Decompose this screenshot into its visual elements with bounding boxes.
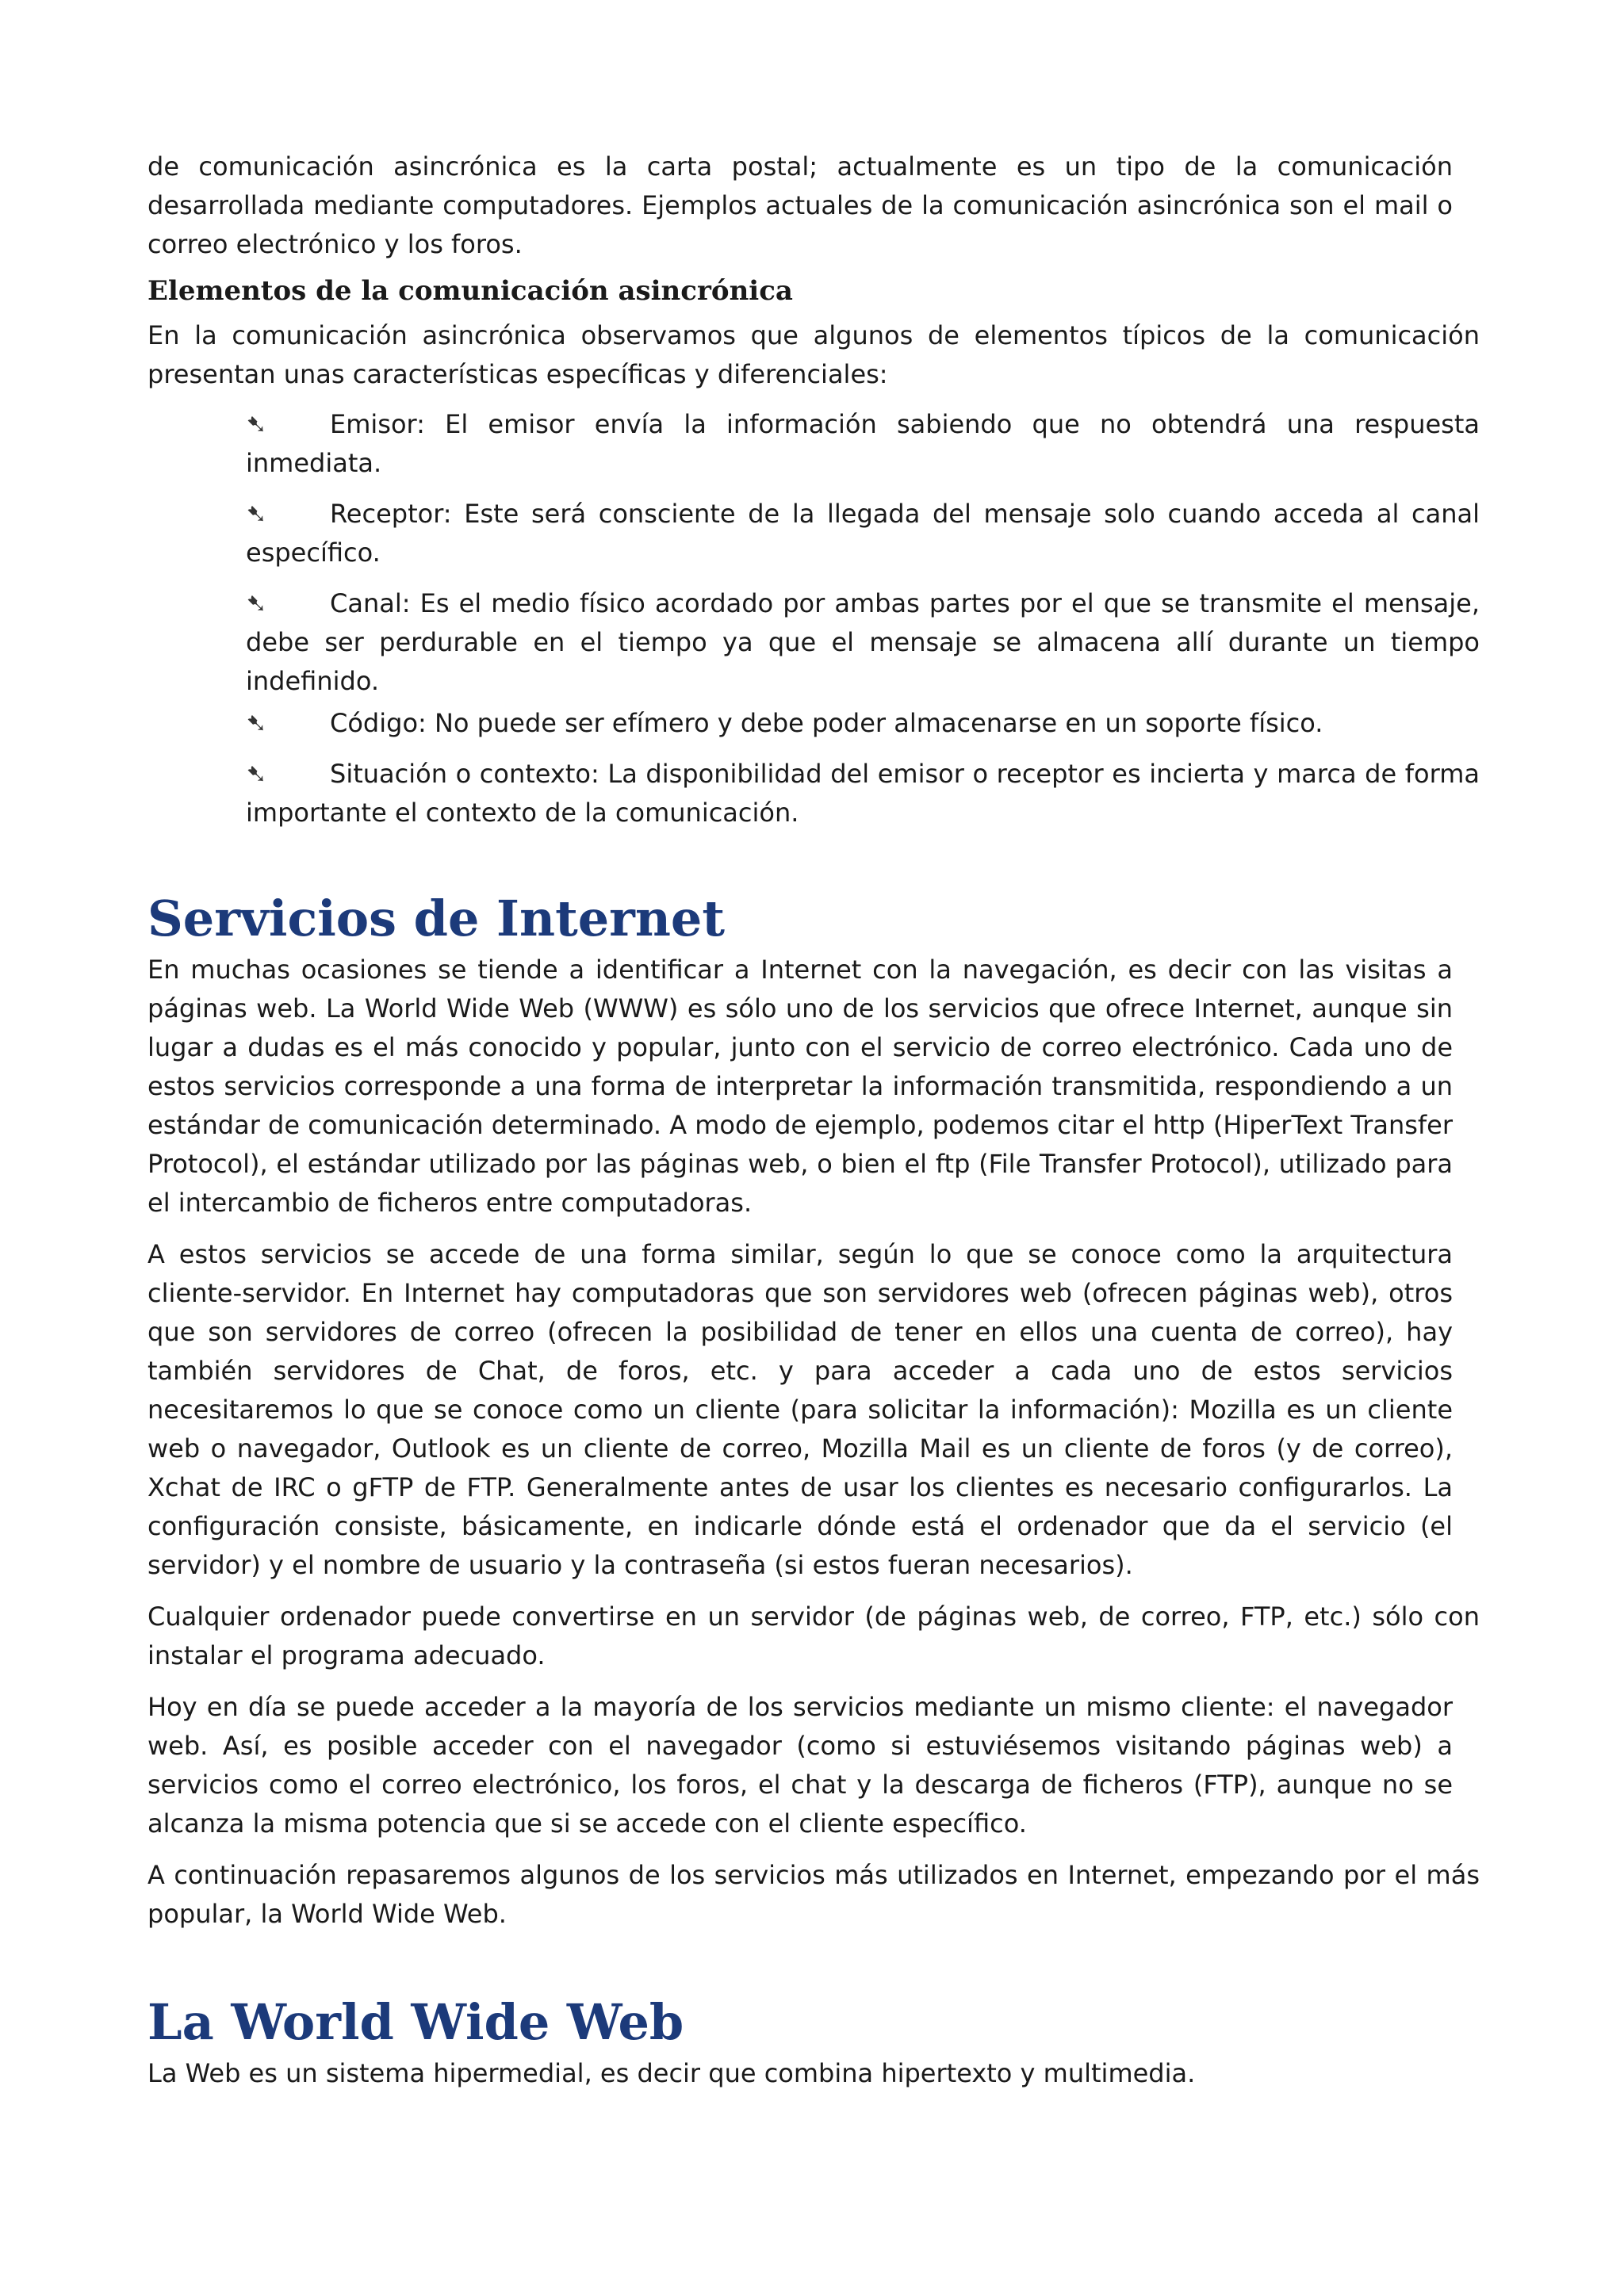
list-item-canal: [246, 584, 1480, 701]
arrow-bullet-icon: ➷: [246, 588, 267, 618]
elements-list: [147, 405, 1480, 832]
section-title-internet: Servicios de Internet: [147, 890, 725, 947]
internet-paragraph-5: A continuación repasaremos algunos de los servicios más utilizados en Internet, empezando por el más popular, la World Wide Web.: [147, 1860, 1480, 1929]
list-item-receptor: [246, 495, 1480, 572]
arrow-bullet-icon: ➷: [246, 759, 267, 789]
list-item-codigo: [246, 704, 1480, 743]
internet-paragraph-4: Hoy en día se puede acceder a la mayoría de los servicios mediante un mismo cliente: el navegador web. Así, es posible acceder con el navegador (como si estuviésemos visitando páginas web) a servicios como el correo electrónico, los foros, el chat y la descarga de ficheros (FTP), aunque no se alcanza la misma potencia que si se accede con el cliente específico.: [147, 1692, 1453, 1839]
elements-intro-paragraph: En la comunicación asincrónica observamos que algunos de elementos típicos de la comunicación presentan unas características específicas y diferenciales:: [147, 320, 1480, 389]
elements-heading: Elementos de la comunicación asincrónica: [147, 275, 793, 307]
list-item-text: Código: No puede ser efímero y debe poder almacenarse en un soporte físico.: [330, 708, 1323, 738]
list-item-emisor: [246, 405, 1480, 483]
arrow-bullet-icon: ➷: [246, 708, 267, 738]
intro-paragraph: de comunicación asincrónica es la carta postal; actualmente es un tipo de la comunicación desarrollada mediante computadores. Ejemplos actuales de la comunicación asincrónica son el mail o correo electrónico y los foros.: [147, 151, 1453, 259]
list-item-text: Emisor: El emisor envía la información sabiendo que no obtendrá una respuesta inmediata.: [246, 409, 1480, 478]
list-item-situacion: [246, 755, 1480, 832]
list-item-text: Canal: Es el medio físico acordado por ambas partes por el que se transmite el mensaje, debe ser perdurable en el tiempo ya que el mensaje se almacena allí durante un tiempo indefinido.: [246, 588, 1480, 696]
section-title-www: La World Wide Web: [147, 1993, 684, 2051]
arrow-bullet-icon: ➷: [246, 409, 267, 439]
internet-paragraph-1: En muchas ocasiones se tiende a identificar a Internet con la navegación, es decir con las visitas a páginas web. La World Wide Web (WWW) es sólo uno de los servicios que ofrece Internet, aunque sin lugar a dudas es el más conocido y popular, junto con el servicio de correo electrónico. Cada uno de estos servicios corresponde a una forma de interpretar la información transmitida, respondiendo a un estándar de comunicación determinado. A modo de ejemplo, podemos citar el http (HiperText Transfer Protocol), el estándar utilizado por las páginas web, o bien el ftp (File Transfer Protocol), utilizado para el intercambio de ficheros entre computadoras.: [147, 955, 1454, 1218]
page-content: [147, 147, 1480, 2093]
internet-paragraph-3: Cualquier ordenador puede convertirse en un servidor (de páginas web, de correo, FTP, etc.) sólo con instalar el programa adecuado.: [147, 1601, 1480, 1670]
www-paragraph: La Web es un sistema hipermedial, es decir que combina hipertexto y multimedia.: [147, 2058, 1196, 2088]
list-item-text: Situación o contexto: La disponibilidad del emisor o receptor es incierta y marca de forma importante el contexto de la comunicación.: [246, 759, 1480, 828]
list-item-text: Receptor: Este será consciente de la llegada del mensaje solo cuando acceda al canal específico.: [246, 499, 1480, 568]
arrow-bullet-icon: ➷: [246, 499, 267, 529]
internet-paragraph-2: A estos servicios se accede de una forma similar, según lo que se conoce como la arquitectura cliente-servidor. En Internet hay computadoras que son servidores web (ofrecen páginas web), otros que son servidores de correo (ofrecen la posibilidad de tener en ellos una cuenta de correo), hay también servidores de Chat, de foros, etc. y para acceder a cada uno de estos servicios necesitaremos lo que se conoce como un cliente (para solicitar la información): Mozilla es un cliente web o navegador, Outlook es un cliente de correo, Mozilla Mail es un cliente de foros (y de correo), Xchat de IRC o gFTP de FTP. Generalmente antes de usar los clientes es necesario configurarlos. La configuración consiste, básicamente, en indicarle dónde está el ordenador que da el servicio (el servidor) y el nombre de usuario y la contraseña (si estos fueran necesarios).: [147, 1239, 1453, 1580]
